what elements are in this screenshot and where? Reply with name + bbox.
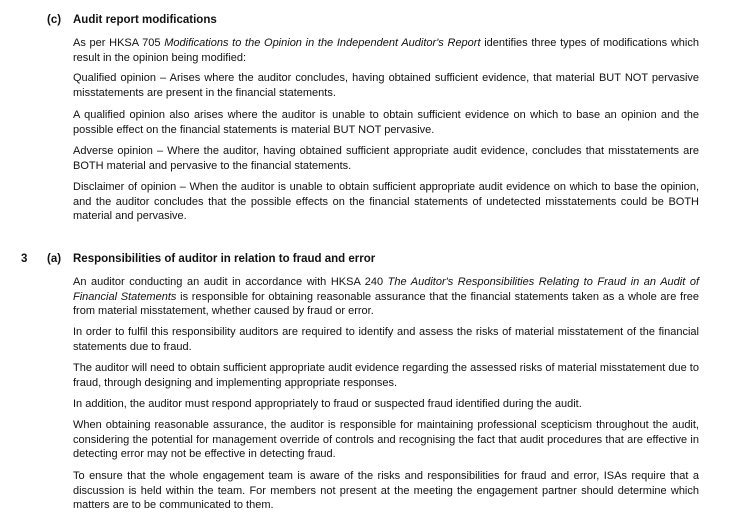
section-3a-label: (a): [47, 253, 62, 265]
section-3a-paragraph-3: The auditor will need to obtain sufficient appropriate audit evidence regarding the assessed risks of material misstatement due to fraud, through designing and implementing appropriate responses.: [73, 362, 699, 389]
section-3a-paragraph-5: When obtaining reasonable assurance, the auditor is responsible for maintaining professional scepticism throughout the audit, considering the potential for management override of controls and recognising the fact that audit procedures that are effective in detecting error may not be effective in detecting fraud.: [73, 419, 699, 461]
section-3a-p1-text-end: is responsible for obtaining reasonable assurance that the financial statements taken as a whole are free from material misstatement, whether caused by fraud or error.: [73, 290, 700, 318]
section-c-p1-text: As per HKSA 705: [73, 37, 165, 49]
section-3a-paragraph-1: [73, 275, 699, 319]
section-c-paragraph-2: Qualified opinion – Arises where the auditor concludes, having obtained sufficient evidence, that material BUT NOT pervasive misstatements are present in the financial statements.: [73, 72, 699, 99]
section-3a-paragraph-4: In addition, the auditor must respond appropriately to fraud or suspected fraud identified during the audit.: [73, 398, 582, 410]
section-3a-paragraph-2: In order to fulfil this responsibility auditors are required to identify and assess the risks of material misstatement of the financial statements due to fraud.: [73, 326, 699, 353]
section-3a-p1-standard-title: The Auditor's Responsibilities Relating to Fraud in an Audit of Financial Statements: [73, 276, 699, 303]
section-c-paragraph-1: [73, 36, 699, 65]
section-3a-p1-text: An auditor conducting an audit in accordance with HKSA 240: [73, 276, 388, 288]
section-3a-heading: Responsibilities of auditor in relation to fraud and error: [73, 253, 376, 265]
section-c-paragraph-5: Disclaimer of opinion – When the auditor is unable to obtain sufficient appropriate audit evidence on which to base the opinion, and the auditor concludes that the possible effects on the financial statements of undetected misstatements could be BOTH material and pervasive.: [73, 181, 699, 223]
section-c-paragraph-3: A qualified opinion also arises where the auditor is unable to obtain sufficient evidence on which to base an opinion and the possible effect on the financial statements is material BUT NOT pervasive.: [73, 109, 699, 136]
section-c-paragraph-4: Adverse opinion – Where the auditor, having obtained sufficient appropriate audit evidence, concludes that misstatements are BOTH material and pervasive to the financial statements.: [73, 145, 699, 172]
question-number: 3: [21, 253, 28, 265]
section-c-label: (c): [47, 14, 62, 26]
section-3a-paragraph-6: To ensure that the whole engagement team is aware of the risks and responsibilities for fraud and error, ISAs require that a discussion is held within the team. For members not present at the meeting the engagement partner should determine which matters are to be communicated to them.: [73, 470, 699, 512]
section-c-heading: Audit report modifications: [73, 14, 217, 26]
section-c-p1-standard-title: Modifications to the Opinion in the Independent Auditor's Report: [164, 37, 481, 49]
section-c-p1-text-end: identifies three types of modifications which result in the opinion being modified:: [73, 37, 699, 64]
